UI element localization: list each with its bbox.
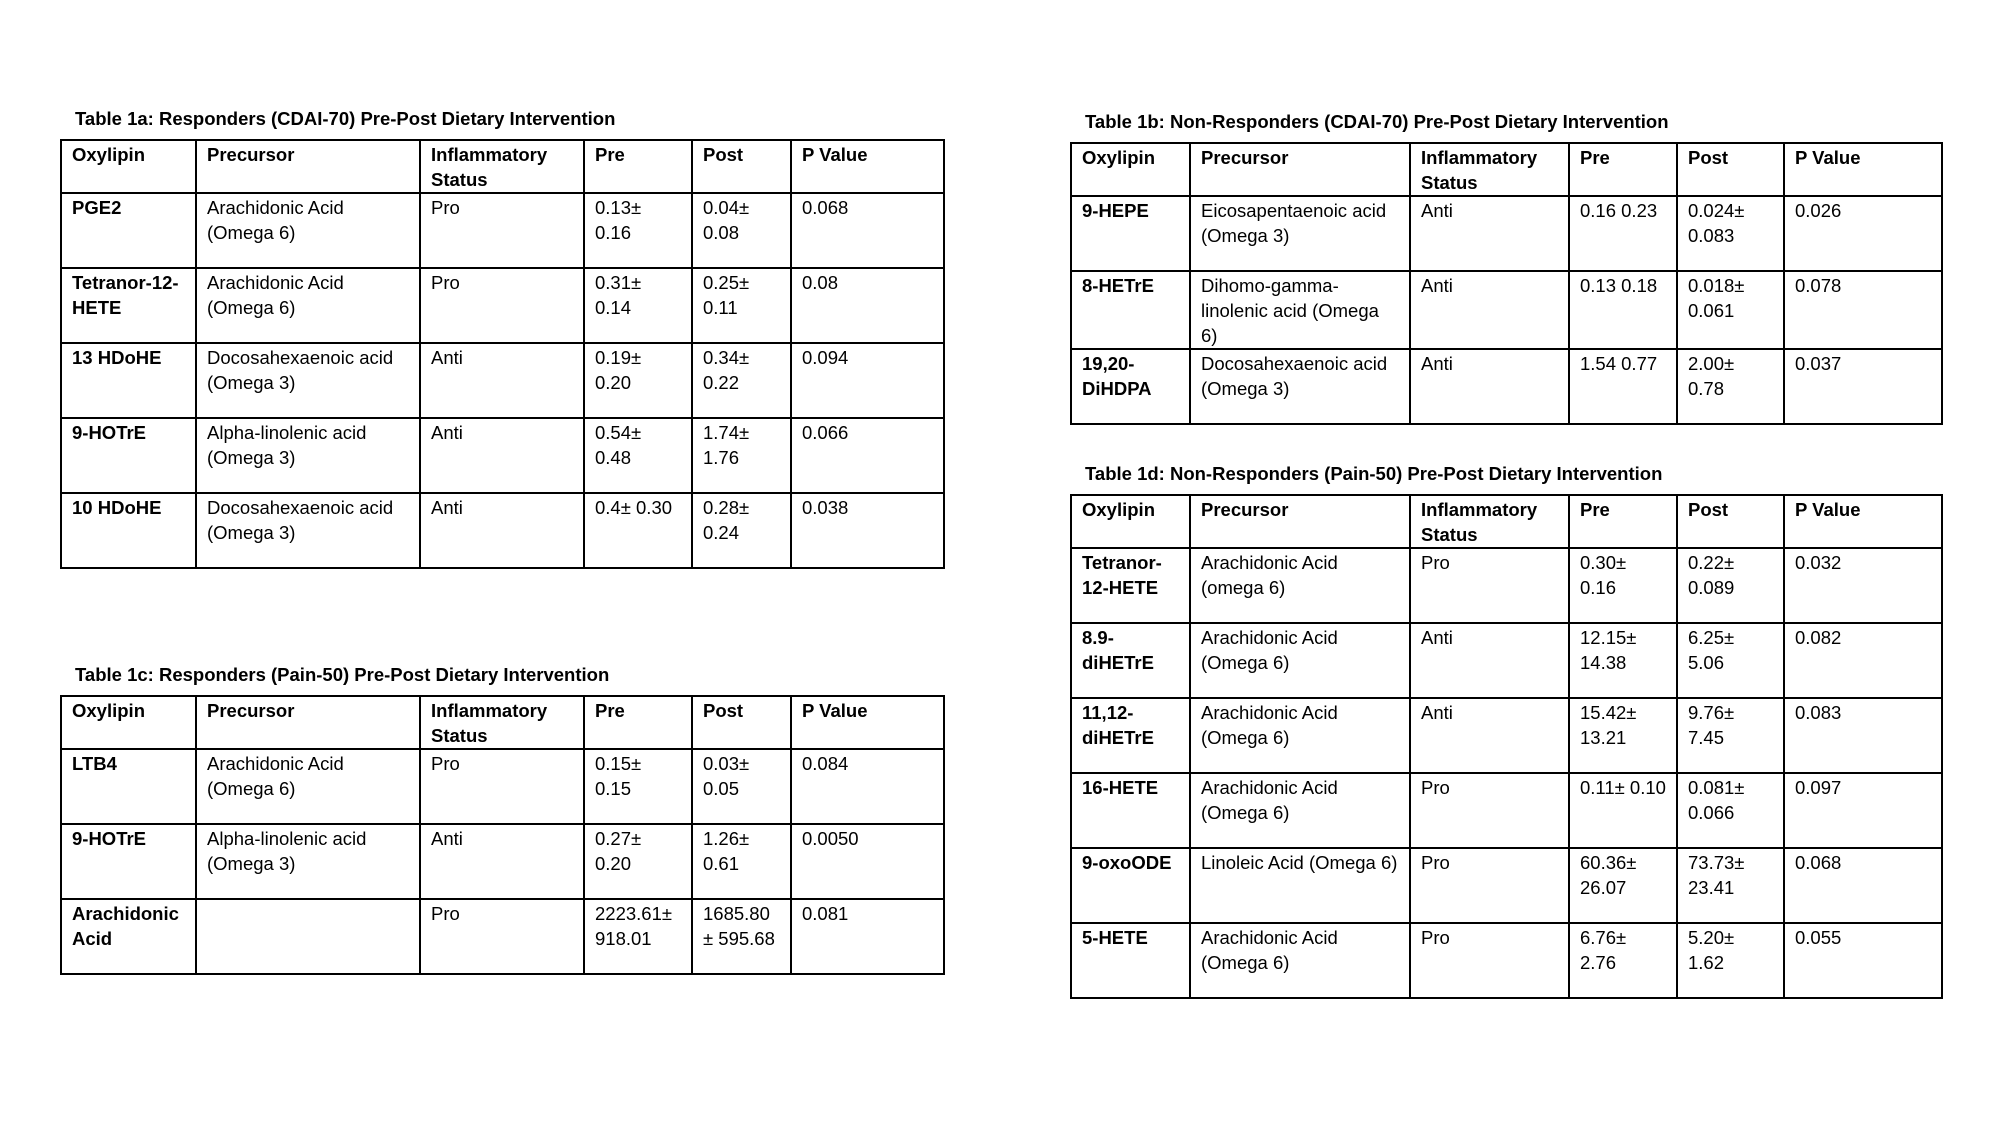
cell-oxylipin: PGE2: [61, 193, 196, 268]
cell-inflammatory-status: Pro: [1410, 548, 1569, 623]
cell-post: 1.26± 0.61: [692, 824, 791, 899]
cell-pre: 0.13 0.18: [1569, 271, 1677, 349]
cell-p-value: 0.083: [1784, 698, 1942, 773]
cell-pre: 0.4± 0.30: [584, 493, 692, 568]
cell-post: 2.00± 0.78: [1677, 349, 1784, 424]
cell-precursor: Docosahexaenoic acid (Omega 3): [1190, 349, 1410, 424]
cell-p-value: 0.066: [791, 418, 944, 493]
cell-p-value: 0.068: [1784, 848, 1942, 923]
cell-oxylipin: Tetranor-12-HETE: [61, 268, 196, 343]
cell-inflammatory-status: Pro: [420, 899, 584, 974]
cell-oxylipin: 9-oxoODE: [1071, 848, 1190, 923]
cell-inflammatory-status: Pro: [420, 749, 584, 824]
header-pre: Pre: [1569, 495, 1677, 548]
cell-oxylipin: 10 HDoHE: [61, 493, 196, 568]
table-header-row: [1071, 495, 1942, 548]
cell-precursor: Alpha-linolenic acid (Omega 3): [196, 418, 420, 493]
cell-post: 0.024± 0.083: [1677, 196, 1784, 271]
header-pre: Pre: [584, 140, 692, 193]
cell-inflammatory-status: Pro: [420, 193, 584, 268]
cell-oxylipin: 9-HOTrE: [61, 418, 196, 493]
table-1d: [1070, 494, 1943, 999]
cell-pre: 2223.61± 918.01: [584, 899, 692, 974]
table-row: [1071, 271, 1942, 349]
cell-precursor: [196, 899, 420, 974]
cell-inflammatory-status: Anti: [420, 824, 584, 899]
cell-pre: 0.31± 0.14: [584, 268, 692, 343]
cell-pre: 0.15± 0.15: [584, 749, 692, 824]
table-header-row: [61, 696, 944, 749]
cell-oxylipin: 16-HETE: [1071, 773, 1190, 848]
cell-precursor: Eicosapentaenoic acid (Omega 3): [1190, 196, 1410, 271]
cell-post: 0.25± 0.11: [692, 268, 791, 343]
cell-p-value: 0.081: [791, 899, 944, 974]
header-post: Post: [1677, 143, 1784, 196]
cell-pre: 1.54 0.77: [1569, 349, 1677, 424]
cell-oxylipin: 19,20-DiHDPA: [1071, 349, 1190, 424]
cell-post: 0.28± 0.24: [692, 493, 791, 568]
header-post: Post: [1677, 495, 1784, 548]
cell-inflammatory-status: Pro: [1410, 773, 1569, 848]
cell-pre: 60.36± 26.07: [1569, 848, 1677, 923]
header-p-value: P Value: [791, 140, 944, 193]
table-row: [1071, 923, 1942, 998]
header-inflammatory-status: Inflammatory Status: [1410, 143, 1569, 196]
table-row: [1071, 773, 1942, 848]
header-p-value: P Value: [1784, 143, 1942, 196]
cell-post: 0.018± 0.061: [1677, 271, 1784, 349]
cell-inflammatory-status: Anti: [1410, 623, 1569, 698]
cell-inflammatory-status: Pro: [1410, 848, 1569, 923]
header-post: Post: [692, 696, 791, 749]
cell-inflammatory-status: Anti: [420, 418, 584, 493]
cell-p-value: 0.032: [1784, 548, 1942, 623]
cell-p-value: 0.0050: [791, 824, 944, 899]
header-oxylipin: Oxylipin: [1071, 143, 1190, 196]
cell-post: 0.04± 0.08: [692, 193, 791, 268]
cell-oxylipin: Arachidonic Acid: [61, 899, 196, 974]
header-precursor: Precursor: [1190, 495, 1410, 548]
cell-precursor: Docosahexaenoic acid (Omega 3): [196, 343, 420, 418]
cell-post: 1.74± 1.76: [692, 418, 791, 493]
header-precursor: Precursor: [1190, 143, 1410, 196]
cell-precursor: Arachidonic Acid (Omega 6): [1190, 923, 1410, 998]
cell-oxylipin: 8-HETrE: [1071, 271, 1190, 349]
cell-inflammatory-status: Anti: [1410, 271, 1569, 349]
header-oxylipin: Oxylipin: [61, 140, 196, 193]
cell-inflammatory-status: Anti: [1410, 698, 1569, 773]
table-header-row: [61, 140, 944, 193]
table-1a: [60, 139, 945, 569]
cell-p-value: 0.068: [791, 193, 944, 268]
table-1d-caption: Table 1d: Non-Responders (Pain-50) Pre-Post Dietary Intervention: [1085, 463, 1663, 484]
header-p-value: P Value: [1784, 495, 1942, 548]
cell-post: 9.76± 7.45: [1677, 698, 1784, 773]
cell-pre: 0.30± 0.16: [1569, 548, 1677, 623]
table-row: [1071, 623, 1942, 698]
cell-inflammatory-status: Anti: [1410, 196, 1569, 271]
cell-oxylipin: 5-HETE: [1071, 923, 1190, 998]
cell-post: 0.03± 0.05: [692, 749, 791, 824]
cell-precursor: Linoleic Acid (Omega 6): [1190, 848, 1410, 923]
cell-pre: 12.15± 14.38: [1569, 623, 1677, 698]
table-1c-caption: Table 1c: Responders (Pain-50) Pre-Post Dietary Intervention: [75, 664, 610, 685]
cell-p-value: 0.038: [791, 493, 944, 568]
cell-precursor: Arachidonic Acid (Omega 6): [1190, 773, 1410, 848]
table-row: [1071, 548, 1942, 623]
cell-post: 73.73± 23.41: [1677, 848, 1784, 923]
cell-inflammatory-status: Pro: [1410, 923, 1569, 998]
table-row: [61, 749, 944, 824]
cell-pre: 6.76± 2.76: [1569, 923, 1677, 998]
cell-precursor: Arachidonic Acid (omega 6): [1190, 548, 1410, 623]
header-oxylipin: Oxylipin: [61, 696, 196, 749]
header-p-value: P Value: [791, 696, 944, 749]
header-inflammatory-status: Inflammatory Status: [1410, 495, 1569, 548]
cell-precursor: Alpha-linolenic acid (Omega 3): [196, 824, 420, 899]
cell-oxylipin: LTB4: [61, 749, 196, 824]
cell-precursor: Arachidonic Acid (Omega 6): [196, 268, 420, 343]
table-1b: [1070, 142, 1943, 425]
cell-inflammatory-status: Anti: [1410, 349, 1569, 424]
cell-post: 6.25± 5.06: [1677, 623, 1784, 698]
cell-precursor: Arachidonic Acid (Omega 6): [1190, 623, 1410, 698]
table-row: [1071, 349, 1942, 424]
cell-p-value: 0.097: [1784, 773, 1942, 848]
header-inflammatory-status: Inflammatory Status: [420, 696, 584, 749]
header-pre: Pre: [584, 696, 692, 749]
cell-oxylipin: 11,12-diHETrE: [1071, 698, 1190, 773]
cell-post: 0.22± 0.089: [1677, 548, 1784, 623]
cell-p-value: 0.094: [791, 343, 944, 418]
cell-inflammatory-status: Pro: [420, 268, 584, 343]
cell-p-value: 0.026: [1784, 196, 1942, 271]
cell-oxylipin: 9-HEPE: [1071, 196, 1190, 271]
cell-oxylipin: Tetranor-12-HETE: [1071, 548, 1190, 623]
cell-post: 5.20± 1.62: [1677, 923, 1784, 998]
cell-post: 1685.80 ± 595.68: [692, 899, 791, 974]
table-row: [61, 418, 944, 493]
table-header-row: [1071, 143, 1942, 196]
cell-pre: 15.42± 13.21: [1569, 698, 1677, 773]
table-row: [1071, 196, 1942, 271]
table-1b-caption: Table 1b: Non-Responders (CDAI-70) Pre-Post Dietary Intervention: [1085, 111, 1669, 132]
header-precursor: Precursor: [196, 140, 420, 193]
cell-oxylipin: 9-HOTrE: [61, 824, 196, 899]
cell-p-value: 0.078: [1784, 271, 1942, 349]
table-row: [61, 343, 944, 418]
table-1c: [60, 695, 945, 975]
table-row: [61, 193, 944, 268]
cell-oxylipin: 8.9-diHETrE: [1071, 623, 1190, 698]
cell-precursor: Arachidonic Acid (Omega 6): [196, 193, 420, 268]
header-oxylipin: Oxylipin: [1071, 495, 1190, 548]
cell-pre: 0.16 0.23: [1569, 196, 1677, 271]
table-1a-caption: Table 1a: Responders (CDAI-70) Pre-Post Dietary Intervention: [75, 108, 616, 129]
table-row: [61, 493, 944, 568]
cell-precursor: Docosahexaenoic acid (Omega 3): [196, 493, 420, 568]
cell-oxylipin: 13 HDoHE: [61, 343, 196, 418]
table-row: [1071, 698, 1942, 773]
cell-p-value: 0.037: [1784, 349, 1942, 424]
cell-p-value: 0.055: [1784, 923, 1942, 998]
cell-pre: 0.19± 0.20: [584, 343, 692, 418]
cell-pre: 0.54± 0.48: [584, 418, 692, 493]
cell-precursor: Dihomo-gamma-linolenic acid (Omega 6): [1190, 271, 1410, 349]
header-inflammatory-status: Inflammatory Status: [420, 140, 584, 193]
cell-p-value: 0.084: [791, 749, 944, 824]
cell-precursor: Arachidonic Acid (Omega 6): [1190, 698, 1410, 773]
cell-inflammatory-status: Anti: [420, 493, 584, 568]
cell-pre: 0.27± 0.20: [584, 824, 692, 899]
table-row: [61, 899, 944, 974]
table-row: [61, 824, 944, 899]
cell-precursor: Arachidonic Acid (Omega 6): [196, 749, 420, 824]
cell-inflammatory-status: Anti: [420, 343, 584, 418]
header-precursor: Precursor: [196, 696, 420, 749]
cell-p-value: 0.082: [1784, 623, 1942, 698]
table-row: [61, 268, 944, 343]
cell-post: 0.081± 0.066: [1677, 773, 1784, 848]
header-pre: Pre: [1569, 143, 1677, 196]
table-row: [1071, 848, 1942, 923]
cell-pre: 0.11± 0.10: [1569, 773, 1677, 848]
cell-pre: 0.13± 0.16: [584, 193, 692, 268]
header-post: Post: [692, 140, 791, 193]
cell-post: 0.34± 0.22: [692, 343, 791, 418]
cell-p-value: 0.08: [791, 268, 944, 343]
